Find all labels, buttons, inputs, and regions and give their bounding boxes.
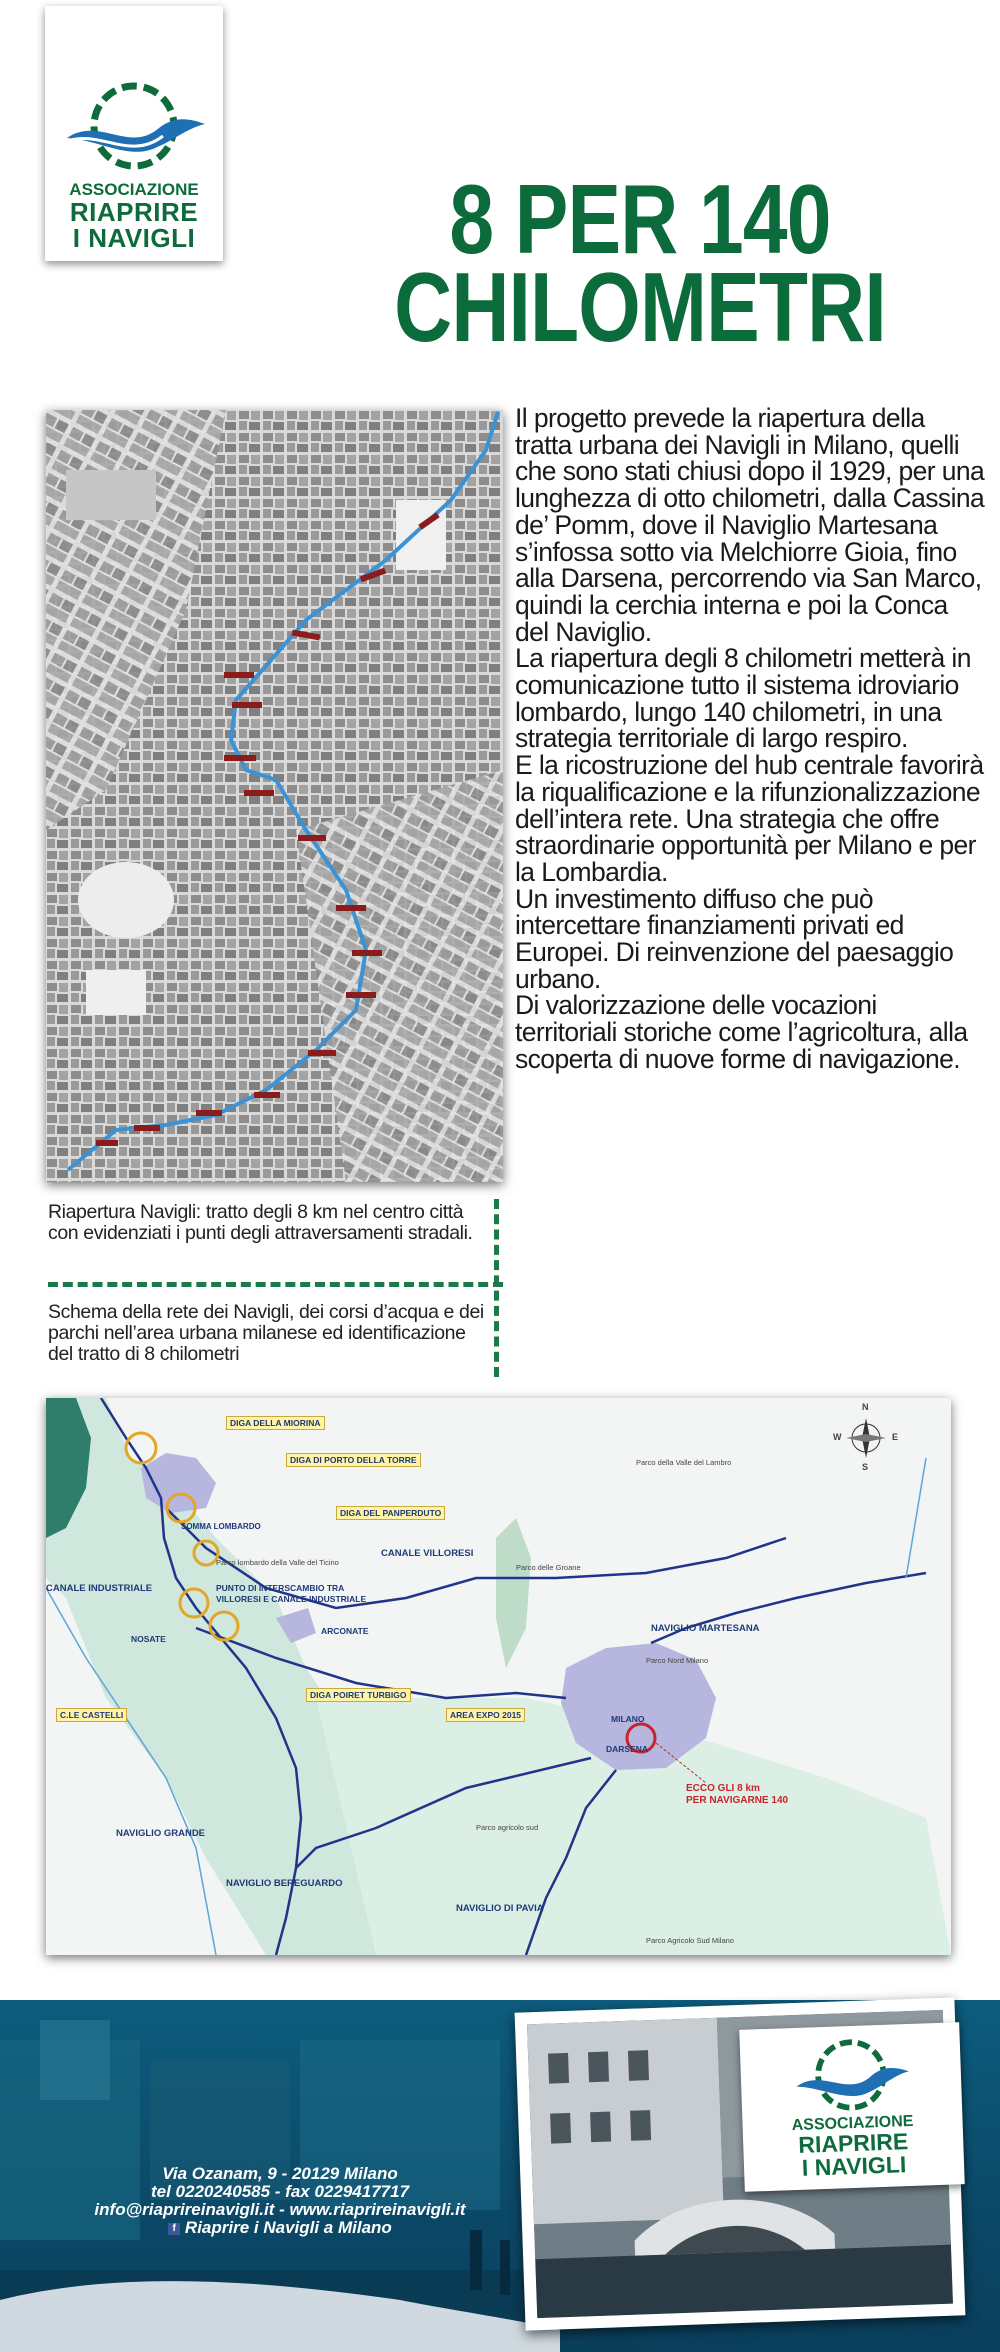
label-parco-nord: Parco Nord Milano <box>646 1656 709 1665</box>
label-parco-ticino: Parco lombardo della Valle del Ticino <box>216 1558 339 1567</box>
label-punto-interscambio-1: PUNTO DI INTERSCAMBIO TRA <box>216 1583 345 1593</box>
label-punto-interscambio-2: VILLORESI E CANALE INDUSTRIALE <box>216 1594 367 1604</box>
body-paragraph: Il progetto prevede la riapertura della tratta urbana dei Navigli in Milano, quelli che sono stati chiusi dopo il 1929, per una lunghezza di otto chilometri, dalla Cassina de’ Pomm, dove il Naviglio Martesana s’infossa sotto via Melchiorre Gioia, fino alla Darsena, percorrendo via San Marco, quindi la cerchia interna e poi la Conca del Naviglio. <box>515 403 985 647</box>
label-arconate: ARCONATE <box>321 1626 369 1636</box>
logo-card <box>45 6 223 261</box>
label-diga-porto-torre: DIGA DI PORTO DELLA TORRE <box>286 1453 421 1467</box>
page-title <box>361 164 919 362</box>
compass-east: E <box>892 1432 899 1442</box>
label-nosate: NOSATE <box>131 1634 166 1644</box>
caption-divider-vertical <box>494 1199 499 1377</box>
label-somma-lombardo: SOMMA LOMBARDO <box>181 1522 261 1531</box>
facebook-label: Riaprire i Navigli a Milano <box>184 2218 392 2237</box>
title-line-2: CHILOMETRI <box>394 252 886 362</box>
logo-line-riaprire: RIAPRIRE <box>797 2128 909 2158</box>
body-paragraph: La riapertura degli 8 chilometri metterà in comunicazione tutto il sistema idroviario lombardo, lungo 140 chilometri, in una strategia territoriale di largo respiro. <box>515 643 971 754</box>
navigli-network-graphic <box>46 1398 951 1955</box>
label-parco-lambro: Parco della Valle del Lambro <box>636 1458 732 1467</box>
caption-divider-horizontal <box>48 1282 503 1287</box>
body-paragraph: E la ricostruzione del hub centrale favorirà la riqualificazione e la rifunzionalizzazione dell’intera rete. Una strategia che offre straordinarie opportunità per Milano e per la Lombardia. <box>515 750 984 887</box>
body-paragraph: Un investimento diffuso che può intercettare finanziamenti privati ed Europei. Di reinvenzione del paesaggio urbano. <box>515 883 954 994</box>
label-canale-industriale: CANALE INDUSTRIALE <box>46 1583 153 1594</box>
contact-phone: tel 0220240585 - fax 0229417717 <box>150 2182 410 2201</box>
city-centre-map <box>46 410 503 1182</box>
label-milano: MILANO <box>611 1714 645 1724</box>
label-darsena: DARSENA <box>606 1744 649 1754</box>
association-logo-icon <box>59 76 209 186</box>
label-diga-miorina: DIGA DELLA MIORINA <box>226 1416 325 1430</box>
label-parco-agricolo-sud: Parco Agricolo Sud Milano <box>646 1936 734 1945</box>
caption-city-map: Riapertura Navigli: tratto degli 8 km nel centro città con evidenziati i punti degli attraversamenti stradali. <box>48 1201 473 1244</box>
compass-west: W <box>833 1432 842 1442</box>
logo-line-navigli: I NAVIGLI <box>72 223 196 253</box>
label-diga-poiret: DIGA POIRET TURBIGO <box>306 1688 411 1702</box>
compass-north: N <box>862 1402 869 1412</box>
label-c-le-castelli: C.LE CASTELLI <box>56 1708 127 1722</box>
city-centre-map-graphic <box>46 410 503 1182</box>
compass-south: S <box>862 1462 869 1472</box>
label-naviglio-martesana: NAVIGLIO MARTESANA <box>651 1623 760 1634</box>
label-parco-agricolo: Parco agricolo sud <box>476 1823 539 1832</box>
logo-line-associazione: ASSOCIAZIONE <box>791 2112 914 2135</box>
label-ecco-2: PER NAVIGARNE 140 <box>686 1795 789 1806</box>
facebook-icon: f <box>168 2223 180 2235</box>
label-parco-groane: Parco delle Groane <box>516 1563 581 1572</box>
label-canale-villoresi: CANALE VILLORESI <box>381 1548 474 1559</box>
logo-line-associazione: ASSOCIAZIONE <box>69 180 199 199</box>
label-naviglio-pavia: NAVIGLIO DI PAVIA <box>456 1903 544 1914</box>
caption-network-map: Schema della rete dei Navigli, dei corsi d’acqua e dei parchi nell’area urbana milanese ed identificazione del tratto di 8 chilometri <box>48 1301 484 1365</box>
logo-line-riaprire: RIAPRIRE <box>69 197 199 227</box>
title-line-1: 8 PER 140 <box>449 164 831 274</box>
navigli-network-map <box>46 1398 951 1955</box>
body-paragraph: Di valorizzazione delle vocazioni territoriali storiche come l’agricoltura, alla scoperta di nuove forme di navigazione. <box>515 990 968 1074</box>
association-logo-icon <box>779 2032 922 2127</box>
label-diga-panperduto: DIGA DEL PANPERDUTO <box>336 1506 445 1520</box>
label-ecco-1: ECCO GLI 8 km <box>686 1783 760 1794</box>
contact-web[interactable]: info@riaprireinavigli.it - www.riaprireinavigli.it <box>94 2200 466 2219</box>
logo-line-navigli: I NAVIGLI <box>801 2151 907 2181</box>
logo-card-footer <box>739 2022 965 2192</box>
label-naviglio-bereguardo: NAVIGLIO BEREGUARDO <box>226 1878 343 1889</box>
label-area-expo: AREA EXPO 2015 <box>446 1708 525 1722</box>
contact-facebook[interactable] <box>0 2219 560 2237</box>
contact-info <box>0 2165 560 2237</box>
label-naviglio-grande: NAVIGLIO GRANDE <box>116 1828 206 1839</box>
contact-address: Via Ozanam, 9 - 20129 Milano <box>162 2164 398 2183</box>
body-text <box>515 405 985 1073</box>
